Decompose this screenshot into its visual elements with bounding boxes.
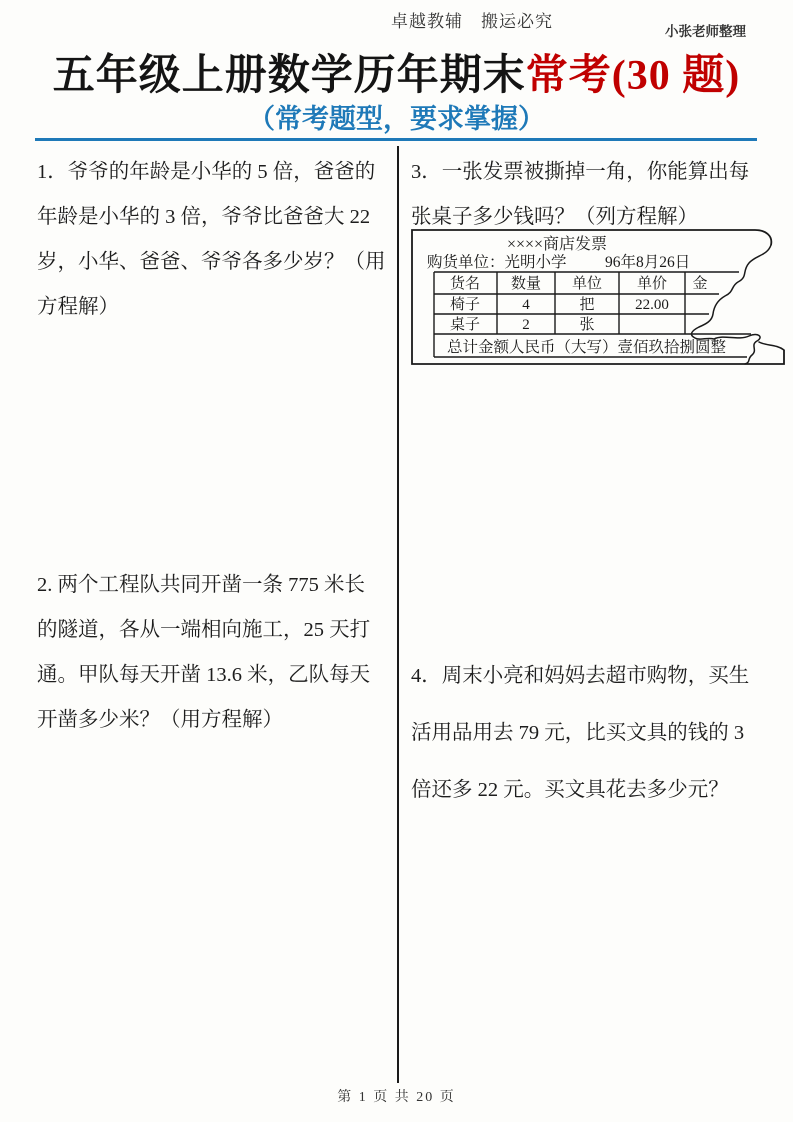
title-divider-rule (35, 138, 757, 141)
invoice-figure (407, 225, 788, 368)
question-line: 开凿多少米？（用方程解） (37, 709, 283, 731)
invoice-row1-price: 22.00 (635, 297, 669, 313)
invoice-title: ××××商店发票 (506, 236, 608, 253)
invoice-date: 96年8月26日 (605, 254, 691, 271)
header-watermark: 卓越教辅 搬运必究 (391, 12, 553, 31)
question-line: 岁，小华、爸爸、爷爷各多少岁？（用 (37, 251, 386, 273)
question-line: 倍还多 22 元。买文具花去多少元？ (411, 779, 729, 801)
column-divider (397, 146, 399, 1083)
invoice-svg (407, 225, 788, 368)
question-line: 活用品用去 79 元，比买文具的钱的 3 (411, 722, 745, 744)
question-line: 方程解） (37, 296, 119, 318)
page-title-red: 常考(30 题) (525, 53, 741, 99)
torn-edge-corner-line (759, 342, 784, 350)
question-line: 的隧道，各从一端相向施工，25 天打 (37, 619, 371, 641)
question-line: 张桌子多少钱吗？（列方程解） (411, 206, 698, 228)
question-line: 1．爷爷的年龄是小华的 5 倍，爸爸的 (37, 161, 376, 183)
invoice-row2-qty: 2 (522, 317, 530, 333)
page-title-black: 五年级上册数学历年期末 (52, 53, 526, 99)
invoice-row1-qty: 4 (522, 297, 530, 313)
page-subtitle: （常考题型，要求掌握） (248, 104, 545, 134)
question-line: 3．一张发票被撕掉一角，你能算出每 (411, 161, 750, 183)
invoice-total-line: 总计金额人民币（大写）壹佰玖拾捌圆整 (447, 339, 727, 356)
question-1 (37, 150, 397, 330)
header-credit: 小张老师整理 (665, 24, 746, 39)
question-line: 通。甲队每天开凿 13.6 米，乙队每天 (37, 664, 371, 686)
invoice-col-unit: 单位 (571, 276, 603, 292)
page-number: 第 1 页 共 20 页 (337, 1090, 456, 1105)
invoice-row2-name: 桌子 (449, 317, 481, 333)
invoice-col-qty: 数量 (510, 276, 542, 292)
invoice-row1-unit: 把 (579, 297, 595, 313)
invoice-col-amount: 金 (692, 276, 708, 292)
invoice-row1-name: 椅子 (449, 297, 481, 313)
question-line: 年龄是小华的 3 倍，爷爷比爸爸大 22 (37, 206, 371, 228)
question-4 (411, 648, 789, 819)
question-2 (37, 563, 397, 743)
invoice-col-price: 单价 (636, 276, 668, 292)
invoice-buyer: 购货单位：光明小学 (427, 254, 567, 271)
invoice-col-name: 货名 (449, 276, 481, 292)
invoice-row2-unit: 张 (579, 317, 595, 333)
page-title (0, 42, 793, 102)
question-line: 2. 两个工程队共同开凿一条 775 米长 (37, 574, 365, 596)
question-line: 4．周末小亮和妈妈去超市购物，买生 (411, 665, 750, 687)
